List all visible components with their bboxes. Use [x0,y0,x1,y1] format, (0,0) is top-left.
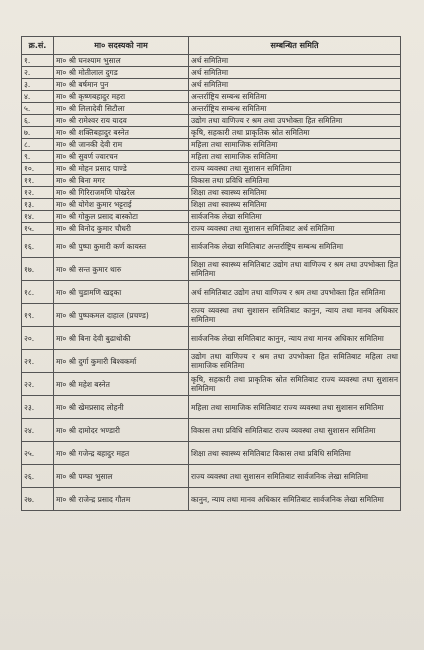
table-row [22,211,401,223]
table-row [22,103,401,115]
committee-cell: महिला तथा सामाजिक समितिमा [189,151,401,163]
table-row [22,163,401,175]
table-row [22,151,401,163]
table-row [22,488,401,511]
committee-cell: अन्तर्राष्ट्रिय सम्बन्ध समितिमा [189,91,401,103]
member-name-cell: मा० श्री पुष्पा कुमारी कर्ण कायस्त [54,235,189,258]
table-row [22,396,401,419]
member-name-cell: मा० श्री गजेन्द्र बहादुर महत [54,442,189,465]
committee-cell: अन्तर्राष्ट्रिय सम्बन्ध समितिमा [189,103,401,115]
committee-cell: कृषि, सहकारी तथा प्राकृतिक स्रोत समितिबाट राज्य व्यवस्था तथा सुशासन समितिमा [189,373,401,396]
table-row [22,115,401,127]
member-name-cell: मा० श्री दुर्गा कुमारी बिश्वकर्मा [54,350,189,373]
table-row [22,465,401,488]
committee-cell: अर्थ समितिमा [189,67,401,79]
serial-number-cell: ८. [22,139,54,151]
committee-cell: महिला तथा सामाजिक समितिबाट राज्य व्यवस्था तथा सुशासन समितिमा [189,396,401,419]
serial-number-cell: २६. [22,465,54,488]
serial-number-cell: २५. [22,442,54,465]
table-body [22,55,401,511]
table-row [22,327,401,350]
member-name-cell: मा० श्री गिरिराजमणि पोखरेल [54,187,189,199]
member-name-cell: मा० श्री राजेन्द्र प्रसाद गौतम [54,488,189,511]
table-row [22,139,401,151]
committee-cell: अर्थ समितिमा [189,79,401,91]
serial-number-cell: १७. [22,258,54,281]
table-row [22,199,401,211]
table-row [22,442,401,465]
header-member-name: मा० सदस्यको नाम [54,37,189,55]
table-row [22,79,401,91]
table-row [22,281,401,304]
serial-number-cell: २३. [22,396,54,419]
member-name-cell: मा० श्री घनश्याम भुसाल [54,55,189,67]
member-name-cell: मा० श्री लिलादेवी सिटौला [54,103,189,115]
member-name-cell: मा० श्री दामोदर भण्डारी [54,419,189,442]
serial-number-cell: १२. [22,187,54,199]
committee-cell: अर्थ समितिबाट उद्योग तथा वाणिज्य र श्रम तथा उपभोक्ता हित समितिमा [189,281,401,304]
table-row [22,304,401,327]
committee-cell: उद्योग तथा वाणिज्य र श्रम तथा उपभोक्ता हित समितिमा [189,115,401,127]
serial-number-cell: ११. [22,175,54,187]
serial-number-cell: ९. [22,151,54,163]
member-name-cell: मा० श्री बर्षमान पुन [54,79,189,91]
member-name-cell: मा० श्री जानकी देवी राम [54,139,189,151]
committee-cell: विकास तथा प्रविधि समितिमा [189,175,401,187]
member-name-cell: मा० श्री चुडामणि खड्का [54,281,189,304]
serial-number-cell: २२. [22,373,54,396]
member-name-cell: मा० श्री बिना देवी बुढाथोकी [54,327,189,350]
committee-cell: राज्य व्यवस्था तथा सुशासन समितिबाट कानुन, न्याय तथा मानव अधिकार समितिमा [189,304,401,327]
committee-cell: महिला तथा सामाजिक समितिमा [189,139,401,151]
member-name-cell: मा० श्री बिना मगर [54,175,189,187]
committee-cell: राज्य व्यवस्था तथा सुशासन समितिबाट सार्वजनिक लेखा समितिमा [189,465,401,488]
table-row [22,235,401,258]
member-name-cell: मा० श्री कृष्णबहादुर महरा [54,91,189,103]
serial-number-cell: २. [22,67,54,79]
header-committee: सम्बन्धित समिति [189,37,401,55]
member-name-cell: मा० श्री गोकुल प्रसाद बास्कोटा [54,211,189,223]
table-row [22,175,401,187]
table-row [22,55,401,67]
member-name-cell: मा० श्री शक्तिबहादुर बस्नेत [54,127,189,139]
committee-cell: शिक्षा तथा स्वास्थ्य समितिमा [189,199,401,211]
committee-cell: राज्य व्यवस्था तथा सुशासन समितिमा [189,163,401,175]
table-row [22,419,401,442]
member-name-cell: मा० श्री मोतीलाल दुगड [54,67,189,79]
committee-cell: राज्य व्यवस्था तथा सुशासन समितिबाट अर्थ समितिमा [189,223,401,235]
committee-cell: शिक्षा तथा स्वास्थ्य समितिबाट उद्योग तथा वाणिज्य र श्रम तथा उपभोक्ता हित समितिमा [189,258,401,281]
committee-cell: शिक्षा तथा स्वास्थ्य समितिबाट विकास तथा प्रविधि समितिमा [189,442,401,465]
committee-cell: विकास तथा प्रविधि समितिबाट राज्य व्यवस्था तथा सुशासन समितिमा [189,419,401,442]
member-name-cell: मा० श्री खेमप्रसाद लोहनी [54,396,189,419]
serial-number-cell: ६. [22,115,54,127]
member-name-cell: मा० श्री महेश बस्नेत [54,373,189,396]
serial-number-cell: ४. [22,91,54,103]
table-row [22,223,401,235]
committee-member-table [21,36,401,511]
committee-cell: उद्योग तथा वाणिज्य र श्रम तथा उपभोक्ता हित समितिबाट महिला तथा सामाजिक समितिमा [189,350,401,373]
table-header-row [22,37,401,55]
serial-number-cell: ७. [22,127,54,139]
table-row [22,187,401,199]
serial-number-cell: ३. [22,79,54,91]
serial-number-cell: ५. [22,103,54,115]
committee-cell: सार्वजनिक लेखा समितिबाट अन्तर्राष्ट्रिय सम्बन्ध समितिमा [189,235,401,258]
serial-number-cell: २१. [22,350,54,373]
committee-cell: शिक्षा तथा स्वास्थ्य समितिमा [189,187,401,199]
member-name-cell: मा० श्री योगेश कुमार भट्टराई [54,199,189,211]
member-name-cell: मा० श्री पुष्पकमल दाहाल (प्रचण्ड) [54,304,189,327]
committee-cell: सार्वजनिक लेखा समितिमा [189,211,401,223]
committee-cell: सार्वजनिक लेखा समितिबाट कानुन, न्याय तथा मानव अधिकार समितिमा [189,327,401,350]
member-name-cell: मा० श्री सुवर्ण ज्वारचन [54,151,189,163]
header-serial-number: क्र.सं. [22,37,54,55]
member-name-cell: मा० श्री विनोद कुमार चौधरी [54,223,189,235]
serial-number-cell: १६. [22,235,54,258]
serial-number-cell: १५. [22,223,54,235]
member-name-cell: मा० श्री रामेश्वर राय यादव [54,115,189,127]
serial-number-cell: १. [22,55,54,67]
table-row [22,350,401,373]
serial-number-cell: २०. [22,327,54,350]
member-name-cell: मा० श्री पम्फा भुसाल [54,465,189,488]
serial-number-cell: १४. [22,211,54,223]
table-row [22,67,401,79]
table-row [22,91,401,103]
serial-number-cell: २४. [22,419,54,442]
table-row [22,127,401,139]
serial-number-cell: १०. [22,163,54,175]
serial-number-cell: २७. [22,488,54,511]
member-name-cell: मा० श्री सन्त कुमार थारु [54,258,189,281]
committee-cell: कानुन, न्याय तथा मानव अधिकार समितिबाट सार्वजनिक लेखा समितिमा [189,488,401,511]
table-row [22,373,401,396]
table-row [22,258,401,281]
committee-cell: कृषि, सहकारी तथा प्राकृतिक स्रोत समितिमा [189,127,401,139]
member-name-cell: मा० श्री मोहन प्रसाद पाण्डे [54,163,189,175]
committee-cell: अर्थ समितिमा [189,55,401,67]
serial-number-cell: १३. [22,199,54,211]
serial-number-cell: १८. [22,281,54,304]
serial-number-cell: १९. [22,304,54,327]
